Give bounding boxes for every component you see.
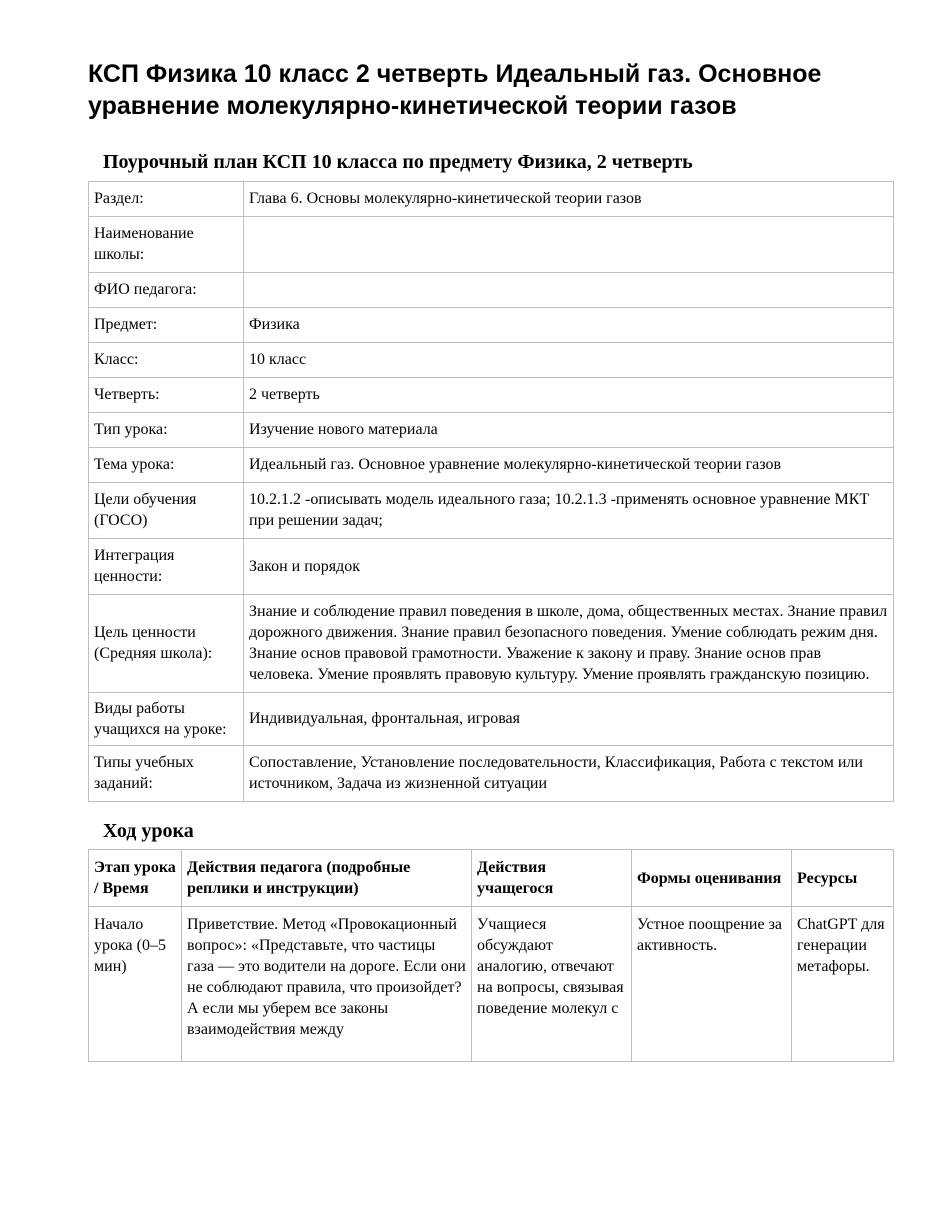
info-label: Цели обучения (ГОСО) xyxy=(89,483,244,539)
info-label: Интеграция ценности: xyxy=(89,539,244,595)
info-row-value-goal xyxy=(89,595,894,693)
info-row-teacher xyxy=(89,273,894,308)
info-row-task-types xyxy=(89,746,894,802)
info-value: 10 класс xyxy=(244,343,894,378)
document-title: КСП Физика 10 класс 2 четверть Идеальный газ. Основное уравнение молекулярно-кинетической теории газов xyxy=(88,60,822,120)
info-row-value-integration xyxy=(89,539,894,595)
info-label: Раздел: xyxy=(89,182,244,217)
info-label: Типы учебных заданий: xyxy=(89,746,244,802)
column-header-stage: Этап урока / Время xyxy=(89,850,182,907)
info-value: Знание и соблюдение правил поведения в школе, дома, общественных местах. Знание правил дорожного движения. Знание правил безопасного поведения. Умение соблюдать режим дня. Знание основ правовой грамотности. Уважение к закону и праву. Знание основ прав человека. Умение проявлять правовую культуру. Умение проявлять гражданскую позицию. xyxy=(244,595,894,693)
info-value xyxy=(244,217,894,273)
info-label: Тип урока: xyxy=(89,413,244,448)
info-label: Предмет: xyxy=(89,308,244,343)
info-label: Наименование школы: xyxy=(89,217,244,273)
info-value: Закон и порядок xyxy=(244,539,894,595)
info-value: 10.2.1.2 -описывать модель идеального газа; 10.2.1.3 -применять основное уравнение МКТ при решении задач; xyxy=(244,483,894,539)
assessment-cell: Устное поощрение за активность. xyxy=(632,907,792,1062)
info-label: Класс: xyxy=(89,343,244,378)
info-row-school xyxy=(89,217,894,273)
info-value: Индивидуальная, фронтальная, игровая xyxy=(244,693,894,746)
resources-cell: ChatGPT для генерации метафоры. xyxy=(792,907,894,1062)
lesson-progress-heading: Ход урока xyxy=(103,820,194,842)
info-value: Идеальный газ. Основное уравнение молекулярно-кинетической теории газов xyxy=(244,448,894,483)
teacher-actions-cell: Приветствие. Метод «Провокационный вопрос»: «Представьте, что частицы газа — это водители на дороге. Если они не соблюдают правила, что произойдет? А если мы уберем все законы взаимодействия между xyxy=(182,907,472,1062)
info-row-quarter xyxy=(89,378,894,413)
lesson-progress-table xyxy=(88,849,894,1062)
info-row-grade xyxy=(89,343,894,378)
info-label: ФИО педагога: xyxy=(89,273,244,308)
column-header-student-actions: Действия учащегося xyxy=(472,850,632,907)
info-row-subject xyxy=(89,308,894,343)
plan-heading: Поурочный план КСП 10 класса по предмету Физика, 2 четверть xyxy=(103,151,693,173)
info-value: 2 четверть xyxy=(244,378,894,413)
info-row-lesson-topic xyxy=(89,448,894,483)
column-header-teacher-actions: Действия педагога (подробные реплики и инструкции) xyxy=(182,850,472,907)
info-value: Глава 6. Основы молекулярно-кинетической теории газов xyxy=(244,182,894,217)
info-value: Сопоставление, Установление последовательности, Классификация, Работа с текстом или источником, Задача из жизненной ситуации xyxy=(244,746,894,802)
info-label: Четверть: xyxy=(89,378,244,413)
info-label: Тема урока: xyxy=(89,448,244,483)
student-actions-cell: Учащиеся обсуждают аналогию, отвечают на вопросы, связывая поведение молекул с xyxy=(472,907,632,1062)
info-value: Изучение нового материала xyxy=(244,413,894,448)
column-header-resources: Ресурсы xyxy=(792,850,894,907)
info-label: Виды работы учащихся на уроке: xyxy=(89,693,244,746)
info-label: Цель ценности (Средняя школа): xyxy=(89,595,244,693)
info-row-work-types xyxy=(89,693,894,746)
stage-cell: Начало урока (0–5 мин) xyxy=(89,907,182,1062)
info-row-lesson-type xyxy=(89,413,894,448)
lesson-info-table xyxy=(88,181,894,802)
table-row xyxy=(89,907,894,1062)
column-header-assessment: Формы оценивания xyxy=(632,850,792,907)
info-row-section xyxy=(89,182,894,217)
document-page xyxy=(88,58,893,1062)
info-row-learning-goals xyxy=(89,483,894,539)
info-value: Физика xyxy=(244,308,894,343)
info-value xyxy=(244,273,894,308)
lesson-header-row xyxy=(89,850,894,907)
